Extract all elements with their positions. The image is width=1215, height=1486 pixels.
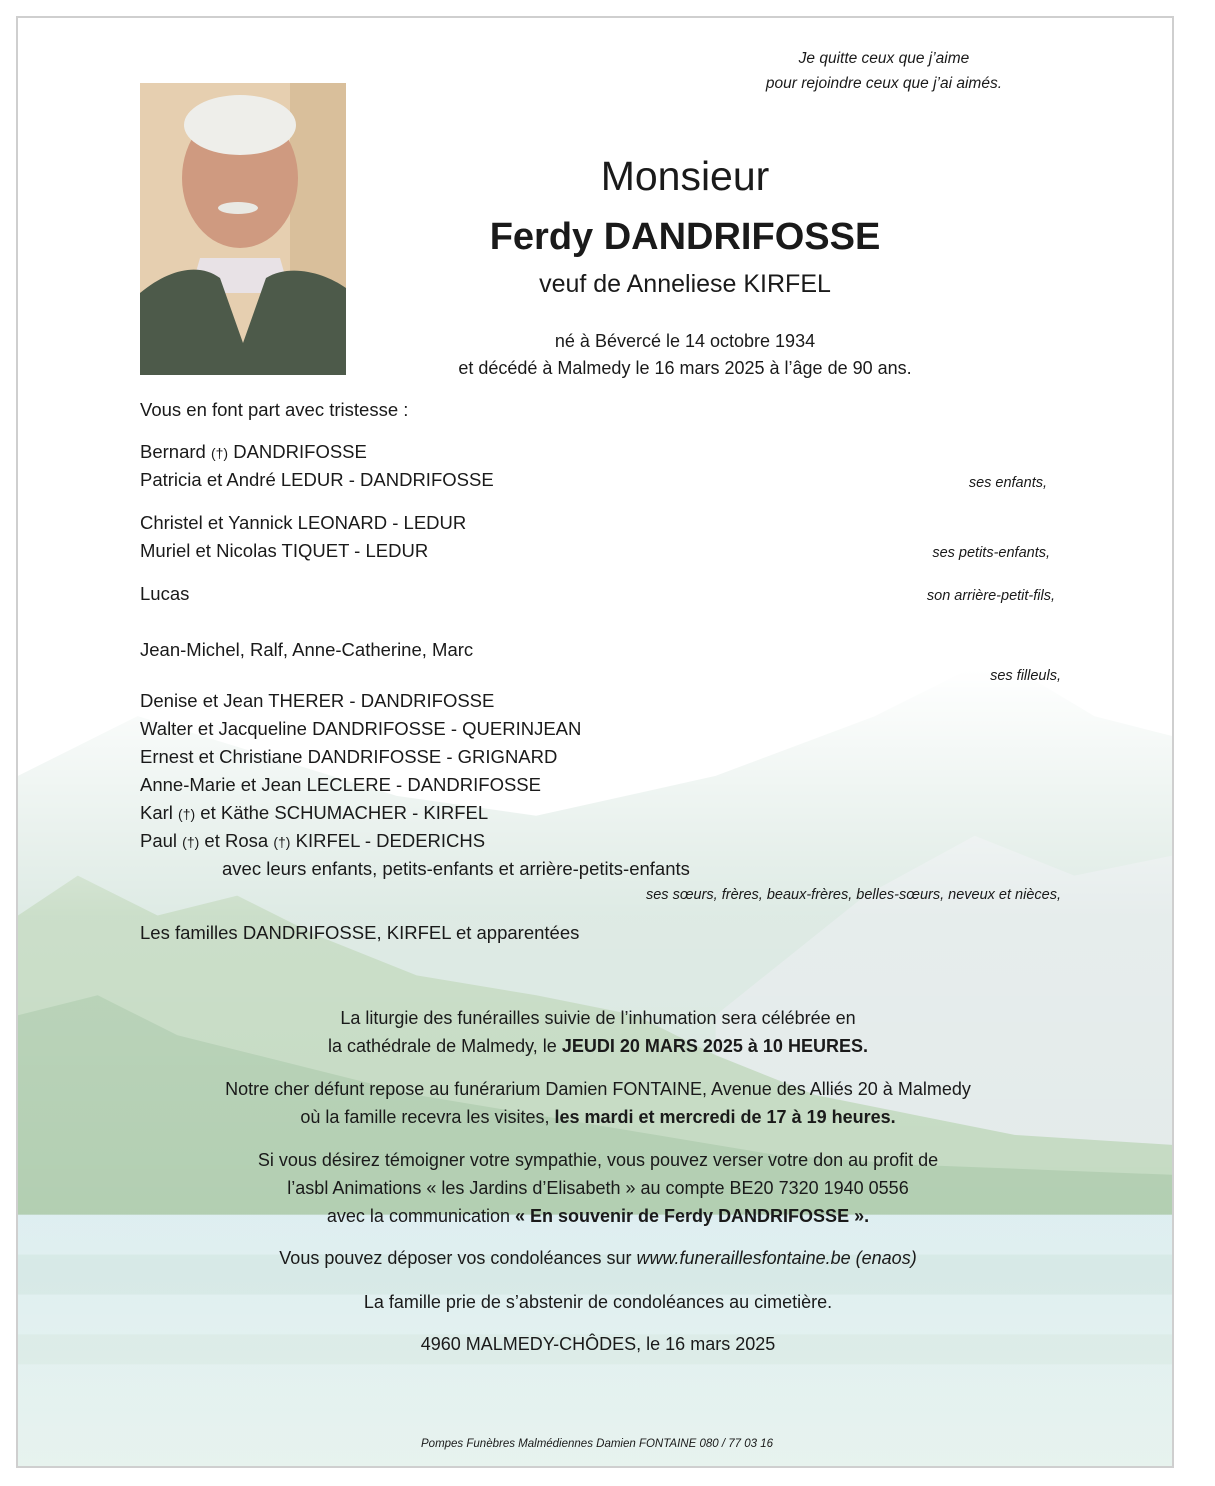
honorific-title: Monsieur: [600, 153, 770, 199]
greatgrandchild-note: son arrière-petit-fils,: [926, 588, 1055, 604]
grandchildren-note: ses petits-enfants,: [932, 545, 1050, 561]
cross-mark: (†): [273, 834, 291, 850]
birth-death-info: [268, 328, 1102, 382]
obituary-card: [16, 16, 1174, 1468]
children-line-1: Bernard (†) DANDRIFOSSE: [140, 441, 367, 462]
visit-line-2: où la famille recevra les visites, les mardi et mercredi de 17 à 19 heures.: [300, 1107, 896, 1127]
donation-line-3: avec la communication « En souvenir de Ferdy DANDRIFOSSE ».: [326, 1206, 870, 1226]
siblings-line-6: Paul (†) et Rosa (†) KIRFEL - DEDERICHS: [140, 830, 486, 851]
condolences-website: www.funeraillesfontaine.be (enaos): [636, 1248, 917, 1268]
godchildren-note: ses filleuls,: [990, 668, 1061, 684]
siblings-line-7: avec leurs enfants, petits-enfants et arrière-petits-enfants: [222, 858, 690, 879]
siblings-note: ses sœurs, frères, beaux-frères, belles-sœurs, neveux et nièces,: [645, 887, 1061, 903]
cemetery-line: La famille prie de s’abstenir de condoléances au cimetière.: [363, 1292, 833, 1312]
death-line: et décédé à Malmedy le 16 mars 2025 à l’âge de 90 ans.: [458, 358, 912, 378]
donation-info: [78, 1146, 1118, 1230]
siblings-line-5: Karl (†) et Käthe SCHUMACHER - KIRFEL: [140, 802, 489, 823]
widow-line: veuf de Anneliese KIRFEL: [539, 270, 831, 298]
deceased-name: Ferdy DANDRIFOSSE: [489, 216, 881, 258]
grandchildren-line-2: Muriel et Nicolas TIQUET - LEDUR: [140, 540, 429, 561]
quote-line-2: pour rejoindre ceux que j’ai aimés.: [765, 75, 1002, 92]
donation-line-2: l’asbl Animations « les Jardins d’Elisabeth » au compte BE20 7320 1940 0556: [287, 1178, 909, 1198]
ceremony-line-2: la cathédrale de Malmedy, le JEUDI 20 MARS 2025 à 10 HEURES.: [328, 1036, 868, 1056]
funeral-home-footer: Pompes Funèbres Malmédiennes Damien FONTAINE 080 / 77 03 16: [421, 1438, 773, 1450]
grandchildren-line-1: Christel et Yannick LEONARD - LEDUR: [140, 512, 467, 533]
families-line: Les familles DANDRIFOSSE, KIRFEL et apparentées: [140, 922, 580, 943]
donation-line-1: Si vous désirez témoigner votre sympathie, vous pouvez verser votre don au profit de: [257, 1150, 939, 1170]
condolences-line: Vous pouvez déposer vos condoléances sur www.funeraillesfontaine.be (enaos): [279, 1248, 917, 1268]
place-date-line: 4960 MALMEDY-CHÔDES, le 16 mars 2025: [420, 1334, 776, 1354]
birth-line: né à Bévercé le 14 octobre 1934: [554, 331, 816, 351]
siblings-line-1: Denise et Jean THERER - DANDRIFOSSE: [140, 690, 495, 711]
greatgrandchild-line: Lucas: [140, 583, 190, 604]
ceremony-line-1: La liturgie des funérailles suivie de l’inhumation sera célébrée en: [340, 1008, 856, 1028]
siblings-line-2: Walter et Jacqueline DANDRIFOSSE - QUERINJEAN: [140, 718, 582, 739]
intro-text: Vous en font part avec tristesse :: [140, 399, 409, 420]
quote-line-1: Je quitte ceux que j’aime: [798, 50, 970, 67]
godchildren-line: Jean-Michel, Ralf, Anne-Catherine, Marc: [140, 639, 474, 660]
epitaph-quote: [766, 46, 1002, 96]
cross-mark: (†): [210, 445, 229, 461]
children-line-2: Patricia et André LEDUR - DANDRIFOSSE: [140, 469, 494, 490]
siblings-line-4: Anne-Marie et Jean LECLERE - DANDRIFOSSE: [140, 774, 541, 795]
children-note: ses enfants,: [968, 475, 1047, 491]
cross-mark: (†): [182, 834, 200, 850]
visit-line-1: Notre cher défunt repose au funérarium Damien FONTAINE, Avenue des Alliés 20 à Malmedy: [225, 1079, 971, 1099]
cross-mark: (†): [178, 806, 196, 822]
ceremony-info: [78, 1004, 1118, 1060]
siblings-line-3: Ernest et Christiane DANDRIFOSSE - GRIGNARD: [140, 746, 558, 767]
visit-info: [78, 1075, 1118, 1131]
